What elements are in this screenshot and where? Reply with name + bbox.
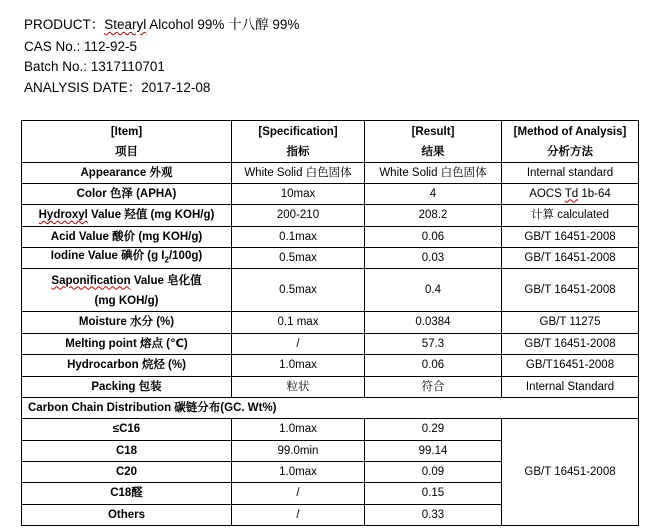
product-label: PRODUCT： <box>24 17 105 32</box>
method-cell: AOCS Td 1b-64 <box>502 184 639 205</box>
spec-cell: 1.0max <box>232 419 365 441</box>
result-cell: 0.09 <box>365 462 502 483</box>
carbon-chain-method: GB/T 16451-2008 <box>502 419 639 526</box>
item-cell: Appearance 外观 <box>22 163 232 184</box>
item-cell: Iodine Value 碘价 (g $I_2/100g$) <box>22 248 232 269</box>
spec-cell: 0.5max <box>232 269 365 312</box>
result-cell: 符合 <box>365 377 502 398</box>
method-cell: GB/T 16451-2008 <box>502 334 639 355</box>
item-cell: Moisture 水分 (%) <box>22 312 232 334</box>
result-cell: 0.06 <box>365 227 502 248</box>
method-cell: GB/T 16451-2008 <box>502 269 639 312</box>
spec-cell: 99.0min <box>232 441 365 462</box>
table-row <box>22 205 639 227</box>
product-name: Stearyl <box>104 17 147 32</box>
method-cell: GB/T16451-2008 <box>502 355 639 377</box>
item-cell: Hydrocarbon 烷烃 (%) <box>22 355 232 377</box>
method-cell: GB/T 16451-2008 <box>502 248 639 269</box>
result-cell: 208.2 <box>365 205 502 227</box>
spec-cell: 10max <box>232 184 365 205</box>
spec-cell: 0.1max <box>232 227 365 248</box>
table-header-row <box>22 121 639 163</box>
spec-cell: / <box>232 483 365 505</box>
spec-cell: / <box>232 334 365 355</box>
item-cell: Others <box>22 505 232 526</box>
result-cell: 0.15 <box>365 483 502 505</box>
result-cell: 0.33 <box>365 505 502 526</box>
result-cell: 99.14 <box>365 441 502 462</box>
result-cell: White Solid 白色固体 <box>365 163 502 184</box>
item-cell: C18 <box>22 441 232 462</box>
header-result: [Result] 结果 <box>365 121 502 163</box>
method-cell: GB/T 16451-2008 <box>502 227 639 248</box>
result-cell: 0.0384 <box>365 312 502 334</box>
item-cell: Melting point 熔点 (℃) <box>22 334 232 355</box>
table-row <box>22 227 639 248</box>
spec-cell: White Solid 白色固体 <box>232 163 365 184</box>
result-cell: 0.29 <box>365 419 502 441</box>
carbon-chain-title-row <box>22 398 639 419</box>
item-cell: Saponification Value 皂化值 (mg KOH/g) <box>22 269 232 312</box>
spec-cell: 200-210 <box>232 205 365 227</box>
spec-cell: 1.0max <box>232 355 365 377</box>
result-cell: 0.03 <box>365 248 502 269</box>
item-cell: ≤C16 <box>22 419 232 441</box>
table-row <box>22 163 639 184</box>
item-cell: Color 色泽 (APHA) <box>22 184 232 205</box>
table-row <box>22 334 639 355</box>
method-cell: GB/T 11275 <box>502 312 639 334</box>
table-row <box>22 184 639 205</box>
analysis-date: ANALYSIS DATE：2017-12-08 <box>24 80 211 95</box>
spec-cell: 1.0max <box>232 462 365 483</box>
table-row <box>22 248 639 269</box>
header-specification: [Specification] 指标 <box>232 121 365 163</box>
table-row <box>22 419 639 441</box>
table-row <box>22 312 639 334</box>
result-cell: 4 <box>365 184 502 205</box>
item-cell: Packing 包装 <box>22 377 232 398</box>
method-cell: 计算 calculated <box>502 205 639 227</box>
table-row <box>22 355 639 377</box>
result-cell: 0.4 <box>365 269 502 312</box>
table-row <box>22 269 639 312</box>
product-line <box>24 17 299 33</box>
item-cell: Acid Value 酸价 (mg KOH/g) <box>22 227 232 248</box>
spec-cell: 粒状 <box>232 377 365 398</box>
result-cell: 57.3 <box>365 334 502 355</box>
item-cell: C20 <box>22 462 232 483</box>
cas-number: CAS No.: 112-92-5 <box>24 39 138 54</box>
item-cell: Hydroxyl Value 羟值 (mg KOH/g) <box>22 205 232 227</box>
method-cell: Internal Standard <box>502 377 639 398</box>
analysis-table <box>21 120 639 526</box>
header-item: [Item] 项目 <box>22 121 232 163</box>
header-method: [Method of Analysis] 分析方法 <box>502 121 639 163</box>
result-cell: 0.06 <box>365 355 502 377</box>
spec-cell: 0.1 max <box>232 312 365 334</box>
table-row <box>22 377 639 398</box>
carbon-chain-title: Carbon Chain Distribution 碳链分布(GC. Wt%) <box>22 398 639 419</box>
product-rest: Alcohol 99% 十八醇 99% <box>146 17 300 32</box>
spec-cell: / <box>232 505 365 526</box>
method-cell: Internal standard <box>502 163 639 184</box>
batch-number: Batch No.: 1317110701 <box>24 59 165 74</box>
spec-cell: 0.5max <box>232 248 365 269</box>
item-cell: C18醛 <box>22 483 232 505</box>
